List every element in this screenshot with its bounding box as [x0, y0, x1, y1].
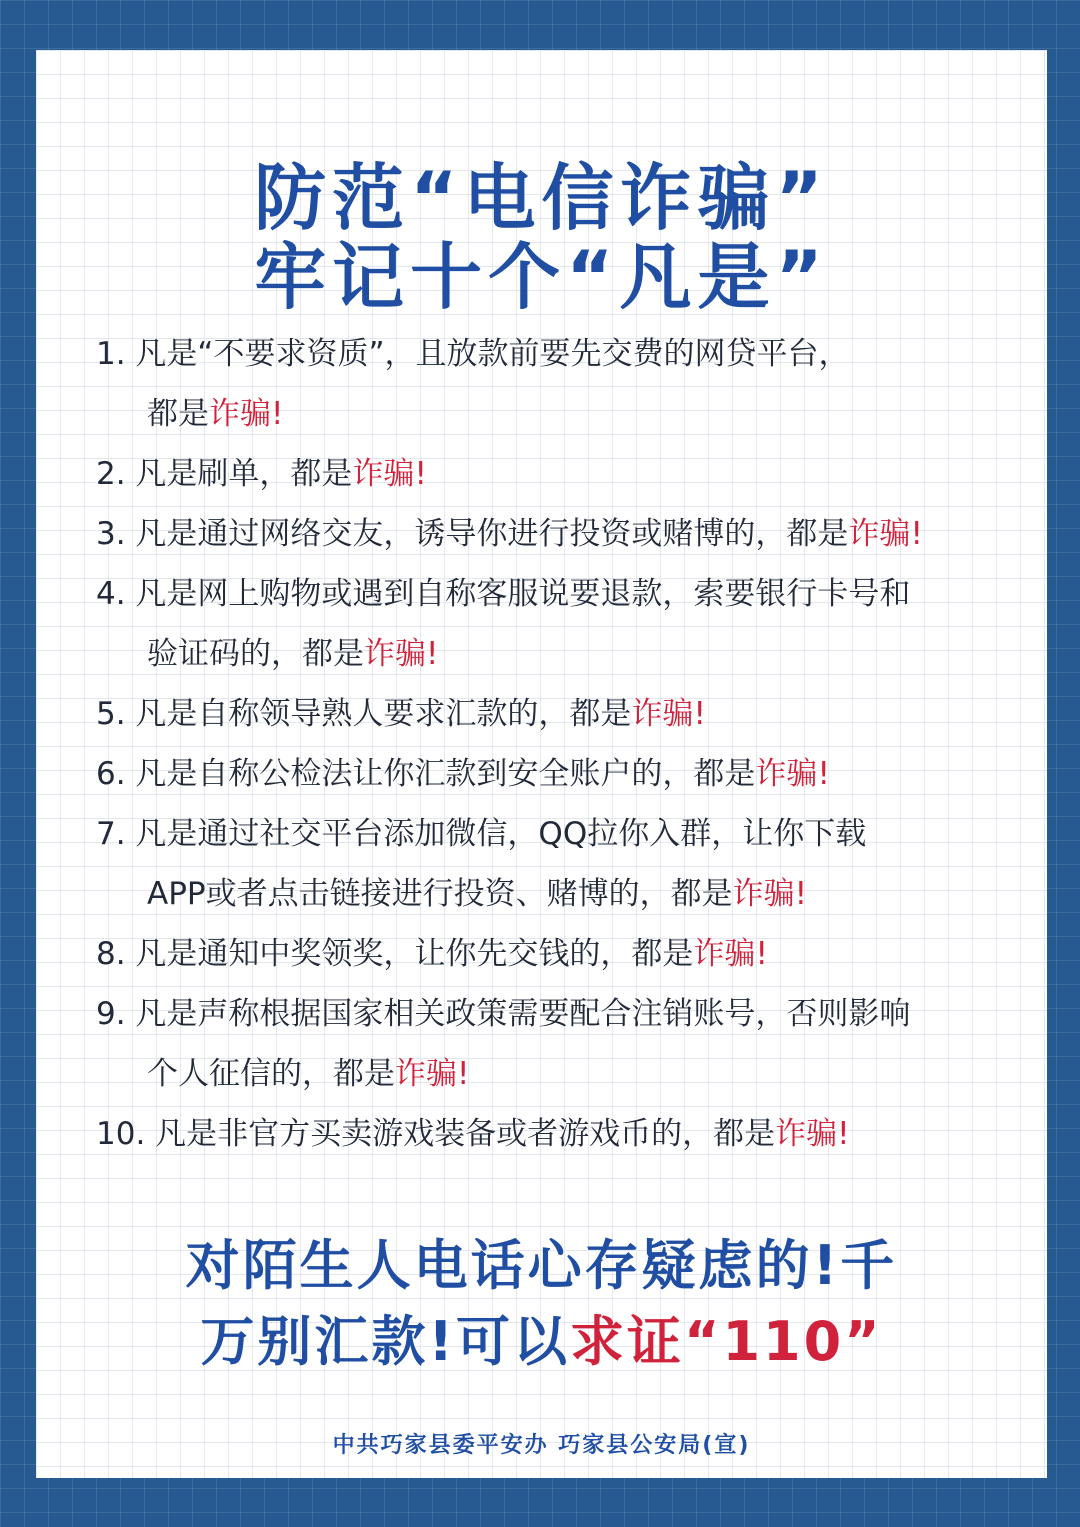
- poster-title-line-2: 牢记十个“凡是”: [254, 235, 829, 319]
- rule-list: [96, 324, 1016, 1164]
- rule-line: 9. 凡是声称根据国家相关政策需要配合注销账号，否则影响: [96, 996, 911, 1032]
- rule-item-9: [96, 984, 1016, 1104]
- fraud-label: 诈骗: [364, 636, 426, 672]
- rule-text: APP或者点击链接进行投资、赌博的，都是: [147, 876, 733, 912]
- rule-text: 6. 凡是自称公检法让你汇款到安全账户的，都是: [96, 756, 756, 792]
- rule-line: [96, 864, 1016, 924]
- rule-item-1: [96, 324, 1016, 444]
- fraud-label: 诈骗: [775, 1116, 838, 1152]
- rule-line: 4. 凡是网上购物或遇到自称客服说要退款，索要银行卡号和: [96, 576, 911, 612]
- fraud-label: 诈骗: [732, 876, 795, 912]
- issuer-footer: 中共巧家县委平安办 巧家县公安局(宣): [332, 1433, 751, 1458]
- warning-line-2: [36, 1304, 1047, 1380]
- fraud-label: 诈骗: [631, 696, 694, 732]
- rule-text: 验证码的，都是: [147, 636, 364, 672]
- exclamation-mark: !: [755, 936, 768, 972]
- poster-title-line-1: 防范“电信诈骗”: [254, 156, 829, 240]
- rule-line: 1. 凡是“不要求资质”，且放款前要先交费的网贷平台，: [96, 336, 850, 372]
- rule-line: [96, 1104, 1016, 1164]
- rule-line: [96, 1044, 1016, 1104]
- poster-card: [36, 50, 1047, 1478]
- exclamation-mark: !: [794, 876, 808, 912]
- rule-item-6: [96, 744, 1016, 804]
- rule-text: 都是: [147, 396, 209, 432]
- rule-item-5: [96, 684, 1016, 744]
- fraud-label: 诈骗: [848, 516, 911, 552]
- verify-110-highlight: 求证“110”: [569, 1310, 883, 1373]
- fraud-label: 诈骗: [209, 396, 271, 432]
- exclamation-mark: !: [271, 396, 284, 432]
- rule-text: 2. 凡是刷单，都是: [96, 456, 353, 492]
- exclamation-mark: !: [693, 696, 706, 732]
- rule-line: [96, 504, 1016, 564]
- exclamation-mark: !: [837, 1116, 850, 1152]
- rule-line: [96, 684, 1016, 744]
- rule-text: 3. 凡是通过网络交友，诱导你进行投资或赌博的，都是: [96, 516, 849, 552]
- warning-line-1: 对陌生人电话心存疑虑的!千: [185, 1234, 898, 1297]
- fraud-label: 诈骗: [755, 756, 818, 792]
- rule-item-7: [96, 804, 1016, 924]
- warning-text: 万别汇款!可以: [200, 1310, 570, 1373]
- rule-line: 7. 凡是通过社交平台添加微信，QQ拉你入群，让你下载: [96, 816, 867, 852]
- exclamation-mark: !: [414, 456, 427, 492]
- rule-item-8: [96, 924, 1016, 984]
- fraud-label: 诈骗: [693, 936, 756, 972]
- rule-text: 个人征信的，都是: [147, 1056, 395, 1092]
- rule-item-4: [96, 564, 1016, 684]
- exclamation-mark: !: [817, 756, 830, 792]
- rule-line: [96, 924, 1016, 984]
- exclamation-mark: !: [910, 516, 923, 552]
- rule-item-3: [96, 504, 1016, 564]
- rule-line: [96, 444, 1016, 504]
- rule-line: [96, 624, 1016, 684]
- rule-item-10: [96, 1104, 1016, 1164]
- fraud-label: 诈骗: [395, 1056, 457, 1092]
- fraud-label: 诈骗: [352, 456, 415, 492]
- exclamation-mark: !: [426, 636, 439, 672]
- rule-item-2: [96, 444, 1016, 504]
- rule-line: [96, 744, 1016, 804]
- exclamation-mark: !: [457, 1056, 470, 1092]
- rule-line: [96, 384, 1016, 444]
- rule-text: 8. 凡是通知中奖领奖，让你先交钱的，都是: [96, 936, 694, 972]
- rule-text: 5. 凡是自称领导熟人要求汇款的，都是: [96, 696, 632, 732]
- rule-text: 10. 凡是非官方买卖游戏装备或者游戏币的，都是: [96, 1116, 776, 1152]
